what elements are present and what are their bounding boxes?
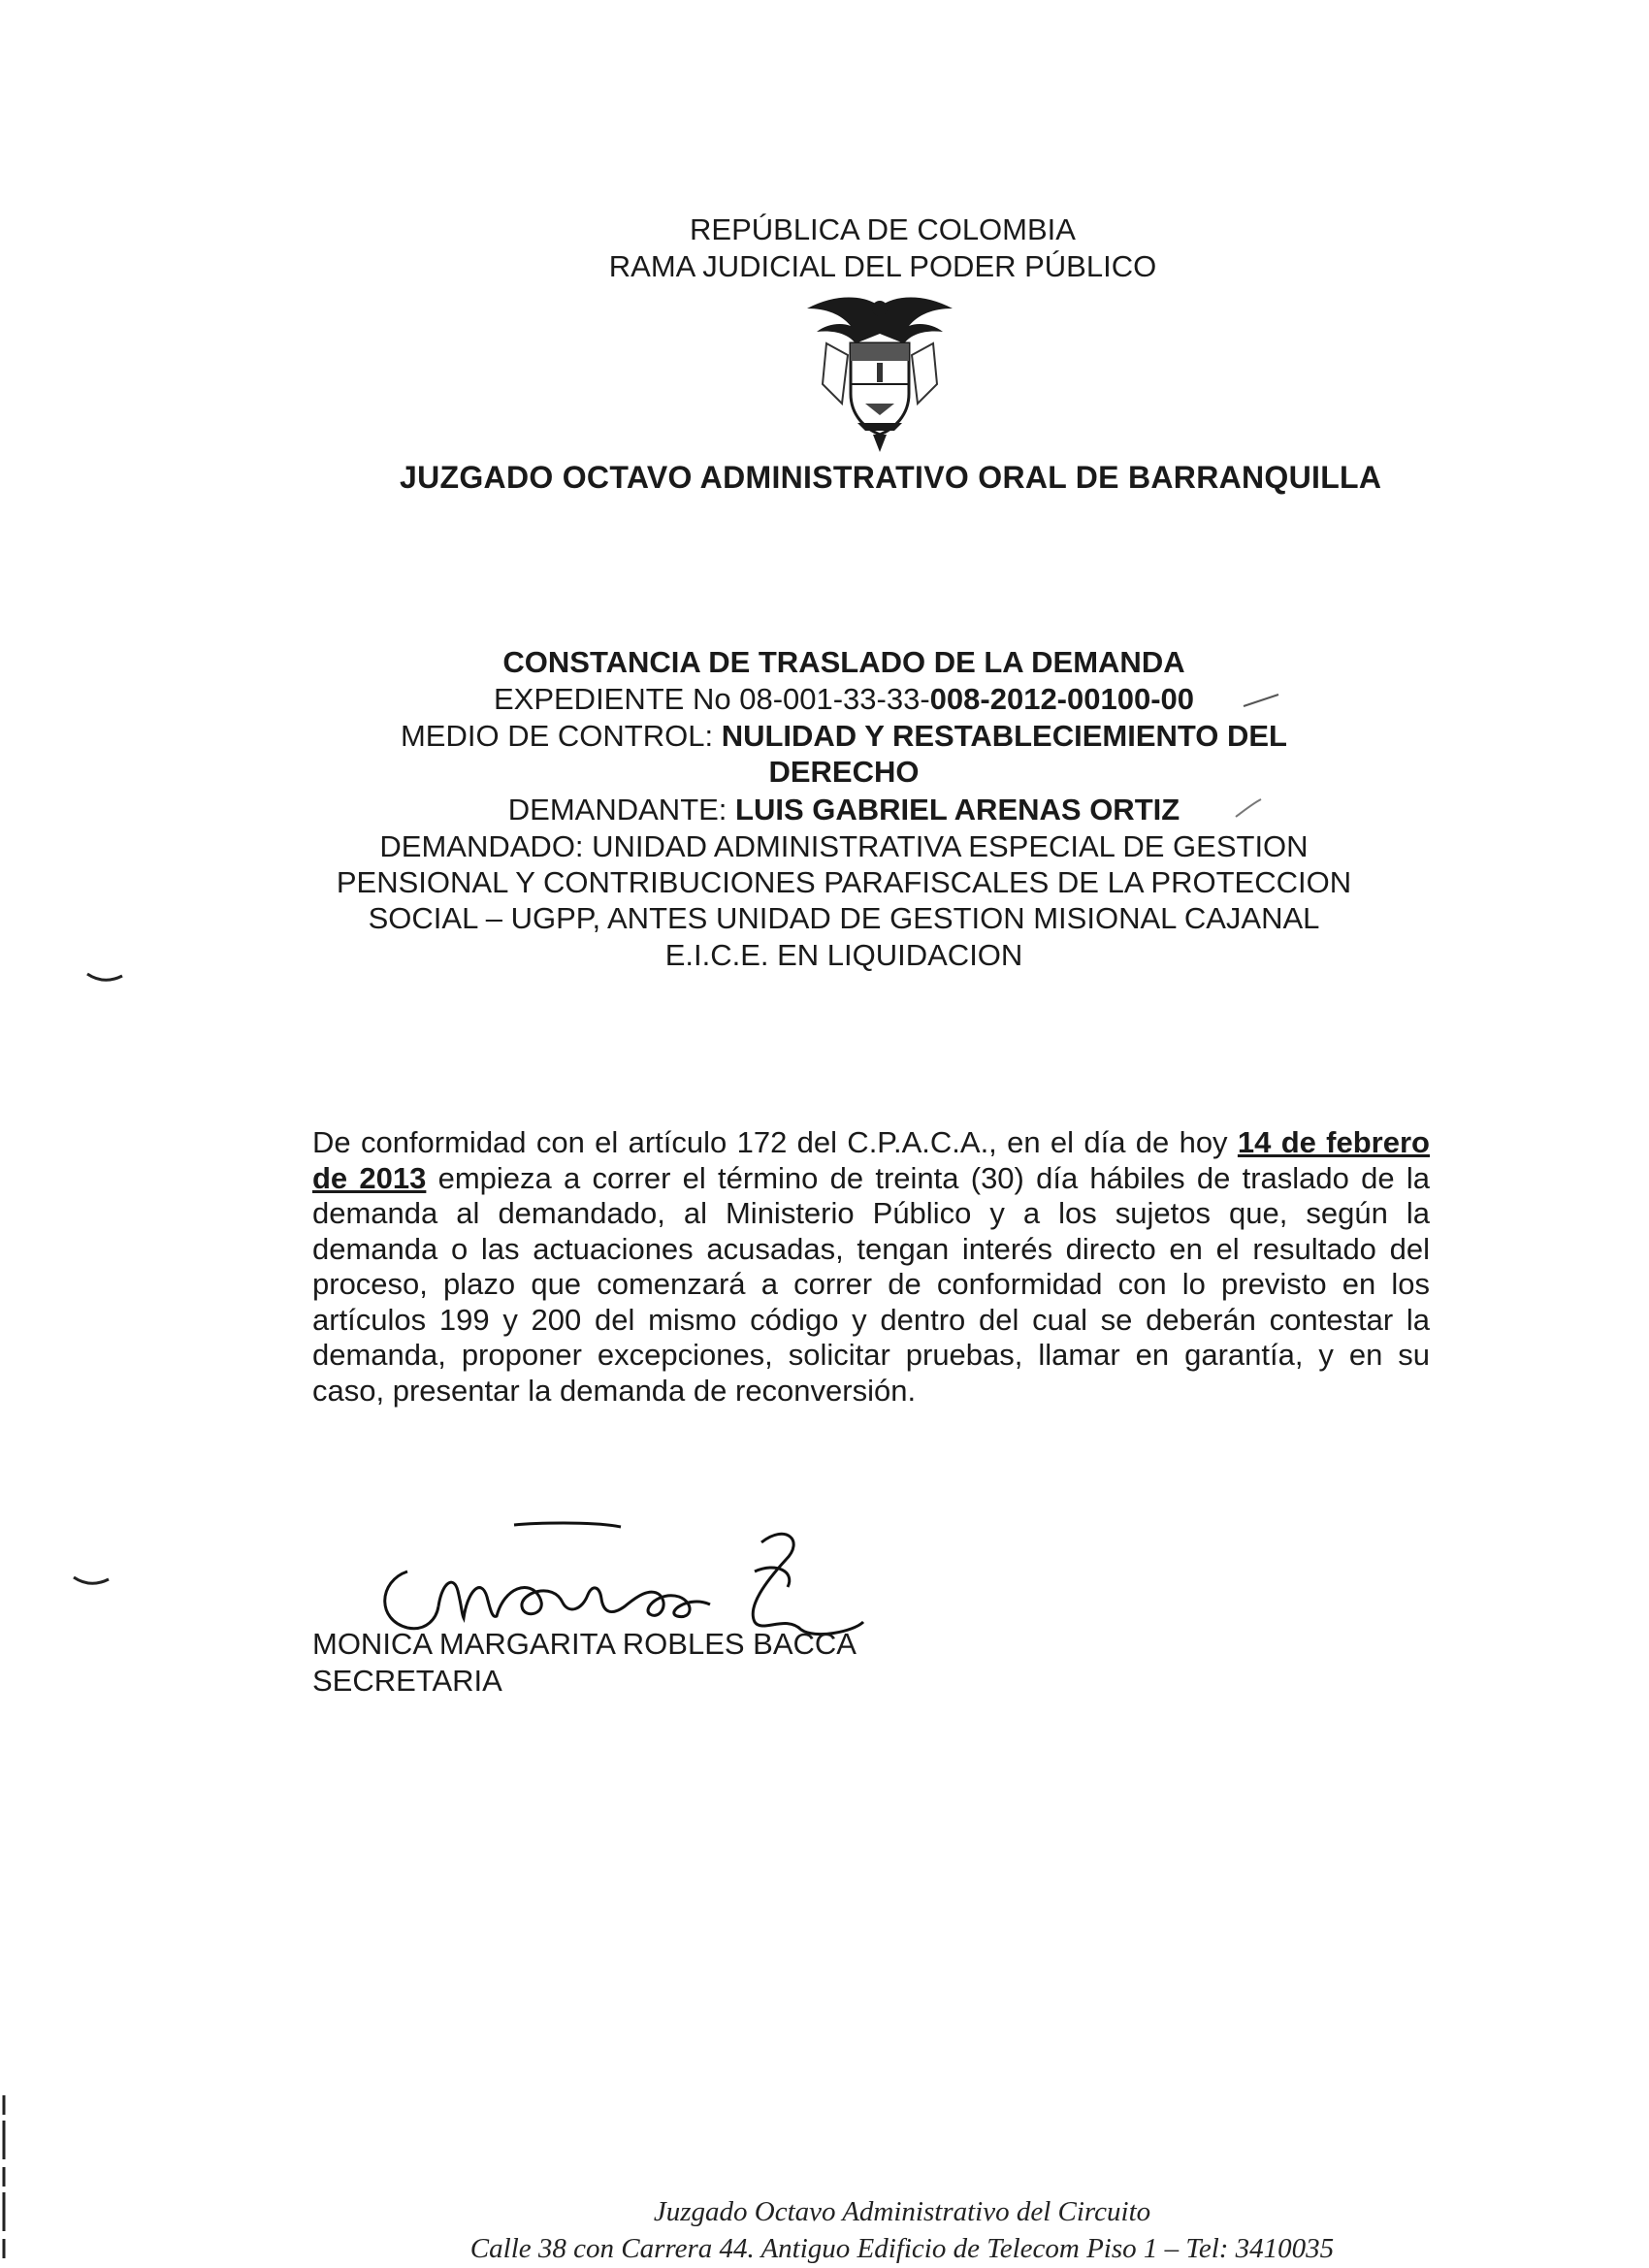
body-part-2: empieza a correr el término de treinta (30) día hábiles de traslado de la demanda al demandado, al Ministerio Público y a los sujetos que, según la demanda o las actuaciones acusadas, tengan interés directo en el resultado del proceso, plazo que comenzará a correr de conformidad con lo previsto en los artículos 199 y 200 del mismo código y dentro del cual se deberán contestar la demanda, proponer excepciones, solicitar pruebas, llamar en garantía, y en su caso, presentar la demanda de reconversión. bbox=[312, 1160, 1430, 1408]
body-date: 14 de febrero de 2013 bbox=[312, 1125, 1430, 1195]
medio-value-2: DERECHO bbox=[768, 755, 920, 789]
demandante-line bbox=[301, 792, 1387, 827]
body-part-1: De conformidad con el artículo 172 del C.P.A.C.A., en el día de hoy bbox=[312, 1125, 1238, 1159]
signer-role: SECRETARIA bbox=[312, 1664, 502, 1698]
header-country: REPÚBLICA DE COLOMBIA bbox=[690, 212, 1076, 246]
scan-mark-2 bbox=[72, 1573, 111, 1593]
demandado-line-1: DEMANDADO: UNIDAD ADMINISTRATIVA ESPECIAL DE GESTION bbox=[379, 829, 1309, 863]
demandado-line-4: E.I.C.E. EN LIQUIDACION bbox=[664, 938, 1023, 972]
handwritten-signature bbox=[369, 1513, 873, 1639]
signer-block bbox=[312, 1626, 857, 1700]
medio-value: NULIDAD Y RESTABLECIEMIENTO DEL bbox=[721, 719, 1287, 753]
scan-mark-1 bbox=[85, 970, 124, 989]
court-name: JUZGADO OCTAVO ADMINISTRATIVO ORAL DE BARRANQUILLA bbox=[400, 460, 1382, 495]
header-branch: RAMA JUDICIAL DEL PODER PÚBLICO bbox=[608, 249, 1157, 283]
demandado-line-2: PENSIONAL Y CONTRIBUCIONES PARAFISCALES DE LA PROTECCION bbox=[336, 865, 1352, 899]
caption-title bbox=[301, 644, 1387, 680]
scan-edge-mark bbox=[0, 2095, 10, 2260]
medio-label: MEDIO DE CONTROL: bbox=[400, 719, 722, 753]
scan-mark-4 bbox=[1234, 797, 1263, 821]
caption-title-text: CONSTANCIA DE TRASLADO DE LA DEMANDA bbox=[502, 645, 1185, 679]
expediente-label: EXPEDIENTE No 08-001-33-33- bbox=[493, 682, 930, 716]
footer-line-1: Juzgado Octavo Administrativo del Circuito bbox=[653, 2196, 1151, 2227]
colombia-coat-of-arms-icon bbox=[797, 287, 962, 452]
medio-line-2 bbox=[301, 754, 1387, 790]
body-paragraph bbox=[312, 1125, 1430, 1409]
expediente-number: 008-2012-00100-00 bbox=[929, 682, 1195, 716]
medio-line bbox=[301, 718, 1387, 754]
signer-name: MONICA MARGARITA ROBLES BACCA bbox=[312, 1627, 857, 1661]
demandado-line-3: SOCIAL – UGPP, ANTES UNIDAD DE GESTION MISIONAL CAJANAL bbox=[368, 901, 1320, 935]
expediente-line bbox=[301, 681, 1387, 717]
footer-line-2: Calle 38 con Carrera 44. Antiguo Edificio de Telecom Piso 1 – Tel: 3410035 bbox=[469, 2233, 1335, 2264]
scan-mark-3 bbox=[1242, 693, 1280, 712]
demandante-label: DEMANDANTE: bbox=[507, 793, 736, 826]
demandante-value: LUIS GABRIEL ARENAS ORTIZ bbox=[735, 793, 1180, 826]
